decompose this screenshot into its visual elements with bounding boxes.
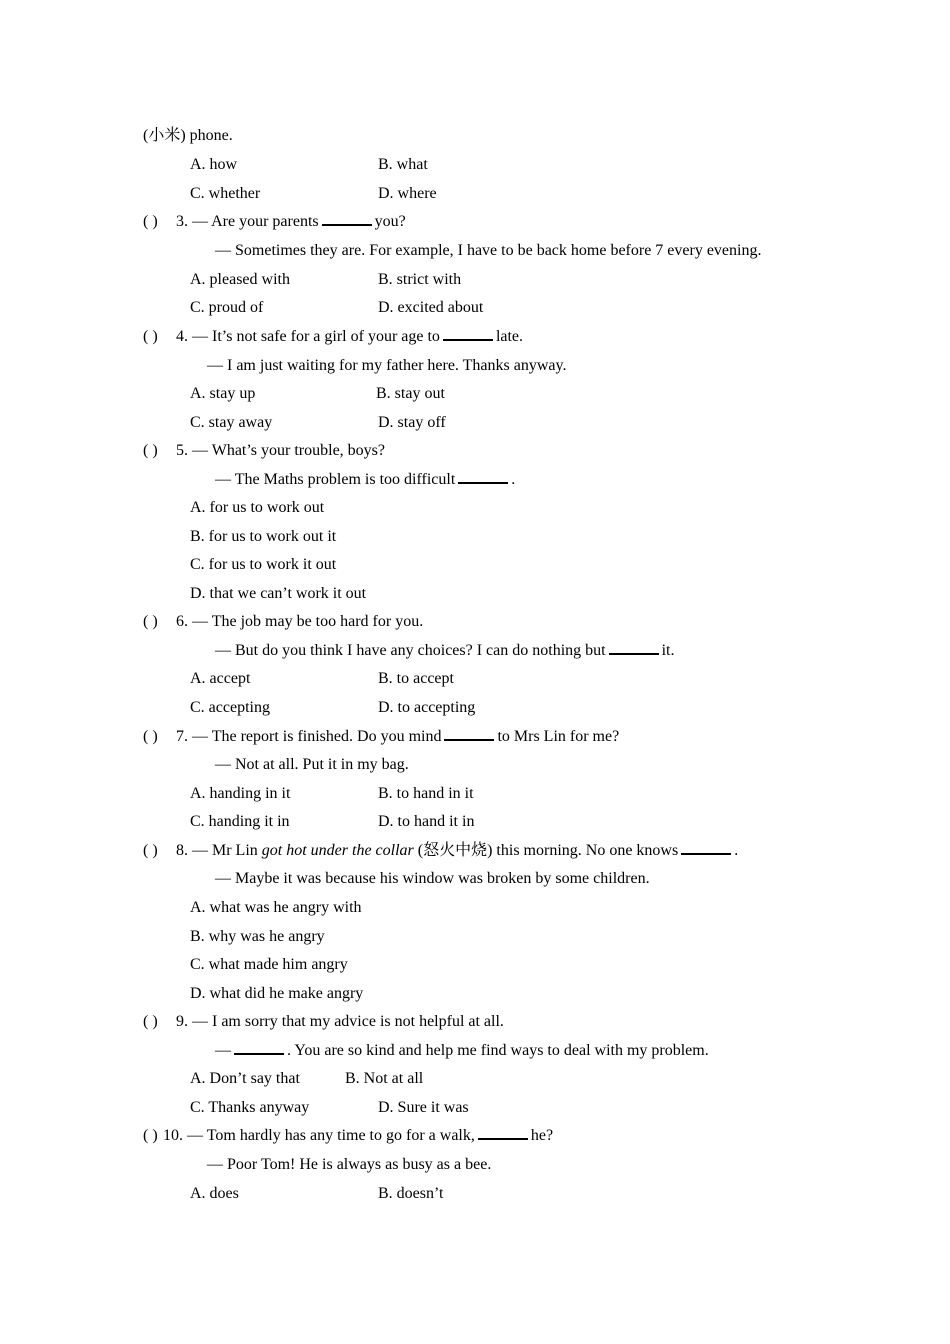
q3-bracket: ( ) xyxy=(143,213,158,230)
q5-question-text: — What’s your trouble, boys? xyxy=(192,442,386,459)
q5-answer-pre: — The Maths problem is too difficult xyxy=(215,471,456,488)
q10-number: 10. xyxy=(163,1127,183,1144)
q4-option-d: D. stay off xyxy=(378,414,446,431)
q7-number: 7. xyxy=(176,728,188,745)
q5-bracket: ( ) xyxy=(143,442,158,459)
q6-answer-pre: — But do you think I have any choices? I can do nothing but xyxy=(215,642,606,659)
q3-number: 3. xyxy=(176,213,188,230)
q8-option-b: B. why was he angry xyxy=(190,928,325,945)
q6-bracket: ( ) xyxy=(143,613,158,630)
q10-question-pre: — Tom hardly has any time to go for a walk, xyxy=(187,1127,475,1144)
q5-option-c: C. for us to work it out xyxy=(190,556,337,573)
q3-option-c: C. proud of xyxy=(190,299,264,316)
q7-question xyxy=(176,727,619,747)
q8-option-c: C. what made him angry xyxy=(190,956,348,973)
q4-question-pre: — It’s not safe for a girl of your age to xyxy=(192,328,440,345)
q3-option-b: B. strict with xyxy=(378,271,462,288)
q7-option-b: B. to hand in it xyxy=(378,785,474,802)
q4-bracket: ( ) xyxy=(143,328,158,345)
q2-option-b: B. what xyxy=(378,156,428,173)
q9-option-a: A. Don’t say that xyxy=(190,1070,300,1087)
q5-number: 5. xyxy=(176,442,188,459)
q8-bracket: ( ) xyxy=(143,842,158,859)
q7-question-post: to Mrs Lin for me? xyxy=(497,728,620,745)
q7-blank xyxy=(444,738,494,741)
q9-question-text: — I am sorry that my advice is not helpful at all. xyxy=(192,1013,504,1030)
q8-question-pre: — Mr Lin xyxy=(192,842,258,859)
q2-continuation: (小米) phone. xyxy=(143,127,233,144)
q10-blank xyxy=(478,1137,528,1140)
q6-question xyxy=(176,612,423,632)
q6-number: 6. xyxy=(176,613,188,630)
q7-option-a: A. handing in it xyxy=(190,785,291,802)
q5-question xyxy=(176,441,385,461)
q9-number: 9. xyxy=(176,1013,188,1030)
q7-question-pre: — The report is finished. Do you mind xyxy=(192,728,442,745)
q10-bracket: ( ) xyxy=(143,1127,158,1144)
q2-option-a: A. how xyxy=(190,156,238,173)
q9-blank xyxy=(234,1052,284,1055)
q10-question-post: he? xyxy=(530,1127,554,1144)
q8-option-a: A. what was he angry with xyxy=(190,899,362,916)
q4-question-post: late. xyxy=(495,328,524,345)
q3-blank xyxy=(322,223,372,226)
q5-option-a: A. for us to work out xyxy=(190,499,325,516)
q3-question xyxy=(176,212,406,232)
q8-question-post: . xyxy=(734,842,739,859)
q8-idiom: got hot under the collar xyxy=(261,842,414,859)
q9-answer-pre: — xyxy=(215,1042,231,1059)
q5-answer xyxy=(215,470,515,490)
q3-answer: — Sometimes they are. For example, I have to be back home before 7 every evening. xyxy=(215,242,762,259)
q6-answer xyxy=(215,641,674,661)
q9-option-b: B. Not at all xyxy=(345,1070,424,1087)
q6-blank xyxy=(609,652,659,655)
q3-question-post: you? xyxy=(374,213,406,230)
q9-answer-post: . You are so kind and help me find ways to deal with my problem. xyxy=(287,1042,709,1059)
q8-blank xyxy=(681,852,731,855)
q8-question xyxy=(176,841,738,861)
q4-option-c: C. stay away xyxy=(190,414,273,431)
q8-answer: — Maybe it was because his window was broken by some children. xyxy=(215,870,650,887)
q10-option-b: B. doesn’t xyxy=(378,1185,444,1202)
q3-option-a: A. pleased with xyxy=(190,271,290,288)
q8-question-mid: (怒火中烧) this morning. No one knows xyxy=(417,842,679,859)
q9-question xyxy=(176,1012,504,1032)
q6-question-text: — The job may be too hard for you. xyxy=(192,613,424,630)
q5-answer-post: . xyxy=(511,471,516,488)
q6-option-d: D. to accepting xyxy=(378,699,476,716)
q2-option-c: C. whether xyxy=(190,185,261,202)
q3-option-d: D. excited about xyxy=(378,299,484,316)
q6-option-a: A. accept xyxy=(190,670,251,687)
q9-option-d: D. Sure it was xyxy=(378,1099,469,1116)
q9-answer xyxy=(215,1041,709,1061)
q7-option-c: C. handing it in xyxy=(190,813,290,830)
q4-number: 4. xyxy=(176,328,188,345)
q5-blank xyxy=(458,481,508,484)
q5-option-b: B. for us to work out it xyxy=(190,528,337,545)
q9-option-c: C. Thanks anyway xyxy=(190,1099,310,1116)
q7-option-d: D. to hand it in xyxy=(378,813,475,830)
q10-answer: — Poor Tom! He is always as busy as a bee. xyxy=(207,1156,492,1173)
q6-option-c: C. accepting xyxy=(190,699,270,716)
q8-option-d: D. what did he make angry xyxy=(190,985,364,1002)
q4-question xyxy=(176,327,523,347)
q4-option-a: A. stay up xyxy=(190,385,256,402)
q5-option-d: D. that we can’t work it out xyxy=(190,585,367,602)
q10-question xyxy=(163,1126,553,1146)
q8-number: 8. xyxy=(176,842,188,859)
q2-option-d: D. where xyxy=(378,185,437,202)
q3-question-pre: — Are your parents xyxy=(192,213,319,230)
q9-bracket: ( ) xyxy=(143,1013,158,1030)
q7-bracket: ( ) xyxy=(143,728,158,745)
q6-option-b: B. to accept xyxy=(378,670,454,687)
q7-answer: — Not at all. Put it in my bag. xyxy=(215,756,409,773)
q10-option-a: A. does xyxy=(190,1185,239,1202)
q4-answer: — I am just waiting for my father here. Thanks anyway. xyxy=(207,357,567,374)
q4-blank xyxy=(443,338,493,341)
q6-answer-post: it. xyxy=(661,642,675,659)
q4-option-b: B. stay out xyxy=(376,385,445,402)
